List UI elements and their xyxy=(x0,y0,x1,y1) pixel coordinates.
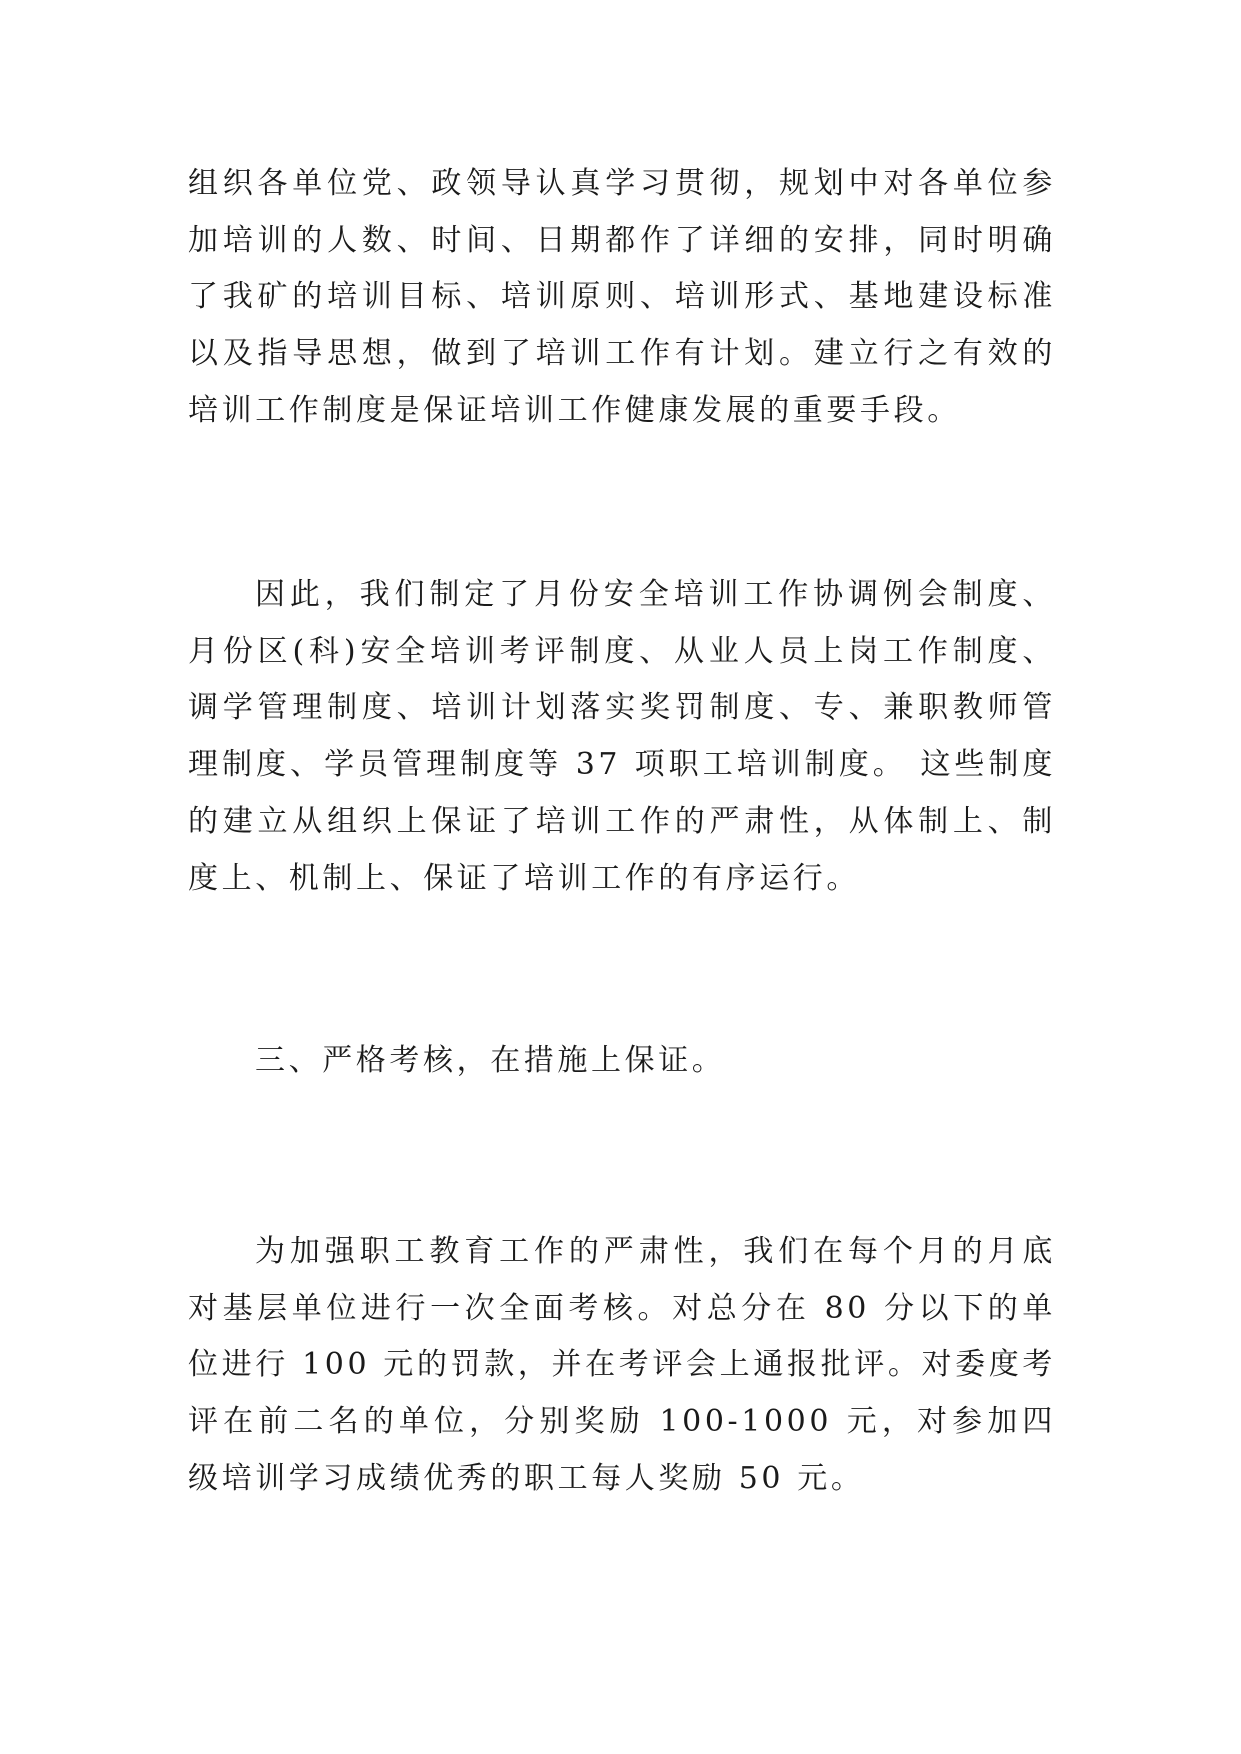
section-heading: 三、严格考核，在措施上保证。 xyxy=(255,1043,726,1078)
paragraph-1: 组织各单位党、政领导认真学习贯彻，规划中对各单位参加培训的人数、时间、日期都作了详细的安排，同时明确了我矿的培训目标、培训原则、培训形式、基地建设标准以及指导思想，做到了培训工作有计划。建立行之有效的培训工作制度是保证培训工作健康发展的重要手段。 xyxy=(188,166,1056,428)
paragraph-3: 为加强职工教育工作的严肃性，我们在每个月的月底对基层单位进行一次全面考核。对总分在 80 分以下的单位进行 100 元的罚款，并在考评会上通报批评。对委度考评在前二名的单位，分别奖励 100-1000 元，对参加四级培训学习成绩优秀的职工每人奖励 50 元。 xyxy=(188,1234,1056,1496)
paragraph-2: 因此，我们制定了月份安全培训工作协调例会制度、月份区(科)安全培训考评制度、从业人员上岗工作制度、调学管理制度、培训计划落实奖罚制度、专、兼职教师管理制度、学员管理制度等 37 项职工培训制度。 这些制度的建立从组织上保证了培训工作的严肃性，从体制上、制度上、机制上、保证了培训工作的有序运行。 xyxy=(188,577,1056,896)
